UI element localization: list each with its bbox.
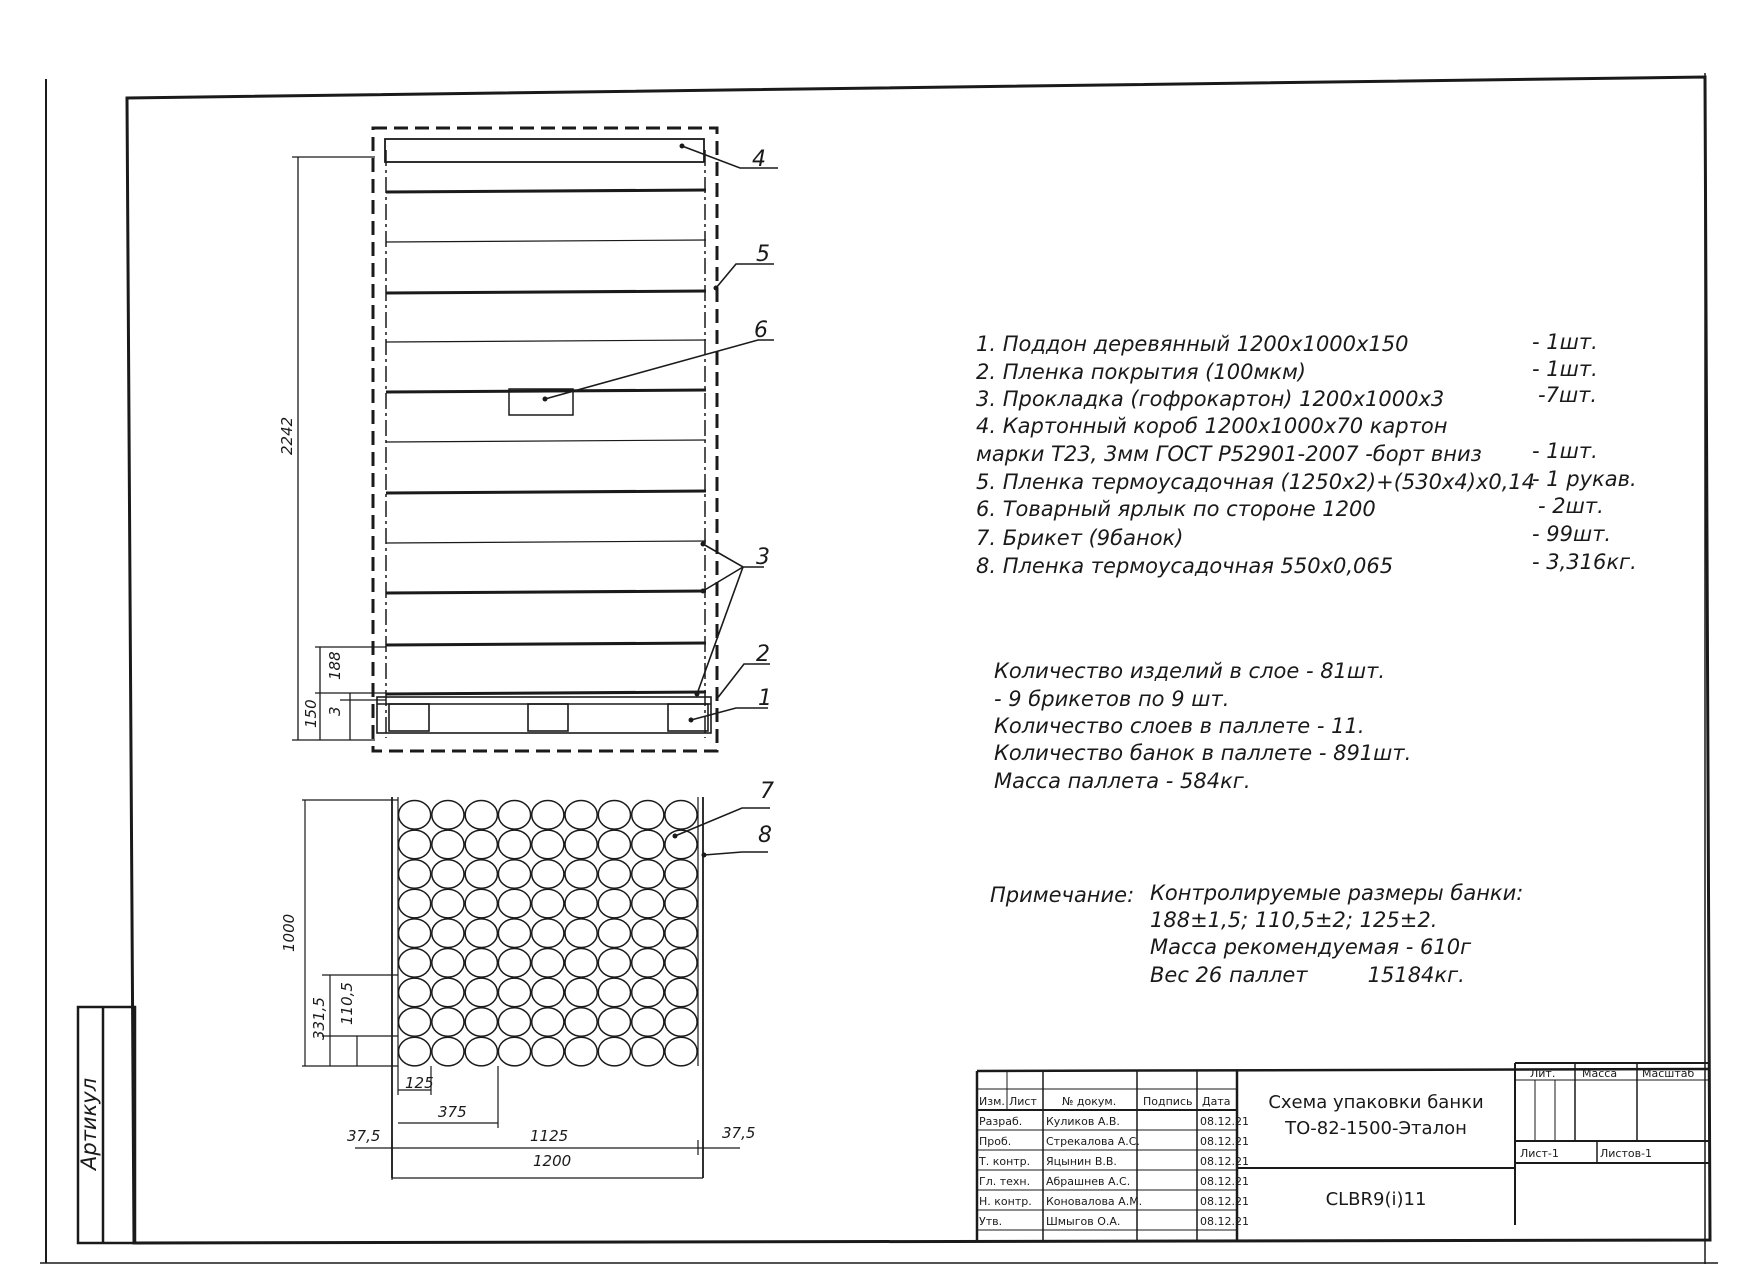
tb-scale-label: Масштаб [1642, 1067, 1695, 1080]
dim-layer-height: 188 [326, 651, 344, 680]
can [665, 830, 697, 859]
can [465, 801, 497, 830]
can [532, 978, 564, 1007]
pallet-summary [994, 659, 1411, 793]
cover-film-contour [373, 128, 717, 751]
tb-role-3: Т. контр. [979, 1155, 1031, 1168]
can [432, 978, 464, 1007]
tb-date-6: 08.12.21 [1200, 1215, 1249, 1228]
can [498, 860, 530, 889]
tb-header-list: Лист [1009, 1095, 1037, 1108]
can [598, 1008, 630, 1037]
dim-110-5: 110,5 [338, 982, 356, 1025]
note-line-2: 188±1,5; 110,5±2; 125±2. [1150, 908, 1438, 932]
can [665, 1037, 697, 1066]
can [632, 860, 664, 889]
callout-4: 4 [752, 147, 766, 172]
can [432, 1008, 464, 1037]
tb-title-line-1: Схема упаковки банки [1268, 1092, 1484, 1113]
dim-1125: 1125 [530, 1127, 569, 1145]
summary-line-2: - 9 брикетов по 9 шт. [994, 687, 1230, 711]
dim-gasket: 3 [326, 706, 344, 716]
can [532, 801, 564, 830]
tb-role-2: Проб. [979, 1135, 1012, 1148]
bom-qty-8: - 3,316кг. [1532, 550, 1637, 574]
can [465, 949, 497, 978]
can [465, 1008, 497, 1037]
can [665, 801, 697, 830]
callout-8: 8 [758, 823, 772, 848]
bom-item-8: 8. Пленка термоусадочная 550х0,065 [976, 554, 1394, 578]
note [990, 881, 1523, 987]
tb-date-2: 08.12.21 [1200, 1135, 1249, 1148]
side-stamp-label: Артикул [77, 1077, 101, 1170]
note-line-4: Вес 26 паллет 15184кг. [1150, 963, 1465, 987]
tb-date-4: 08.12.21 [1200, 1175, 1249, 1188]
carton-box [385, 139, 704, 162]
can [399, 1008, 431, 1037]
dim-total-height: 2242 [278, 416, 296, 455]
dim-125: 125 [405, 1074, 434, 1092]
dim-37-5-left: 37,5 [347, 1127, 381, 1145]
can [399, 978, 431, 1007]
note-line-1: Контролируемые размеры банки: [1150, 881, 1524, 905]
bom-qty-2: - 1шт. [1532, 357, 1598, 381]
can [498, 889, 530, 918]
tb-title-line-2: ТО-82-1500-Эталон [1285, 1118, 1467, 1139]
can [498, 978, 530, 1007]
can [465, 1037, 497, 1066]
can [598, 949, 630, 978]
can [598, 889, 630, 918]
tb-sheet: Лист-1 [1520, 1147, 1559, 1160]
can [532, 1008, 564, 1037]
summary-line-5: Масса паллета - 584кг. [994, 769, 1251, 793]
pallet-elevation-view [292, 128, 778, 751]
can [498, 1037, 530, 1066]
can [399, 801, 431, 830]
tb-role-1: Разраб. [979, 1115, 1023, 1128]
can-grid [399, 801, 698, 1066]
tb-name-5: Коновалова А.М. [1046, 1195, 1143, 1208]
can [665, 949, 697, 978]
can [399, 1037, 431, 1066]
can [598, 1037, 630, 1066]
note-label: Примечание: [990, 883, 1135, 907]
can [665, 889, 697, 918]
tb-name-6: Шмыгов О.А. [1046, 1215, 1121, 1228]
bom-item-7: 7. Брикет (9банок) [976, 526, 1184, 550]
can [432, 801, 464, 830]
can [665, 1008, 697, 1037]
bom-item-4b: марки Т23, 3мм ГОСТ Р52901-2007 -борт вниз [976, 442, 1482, 466]
tb-name-1: Куликов А.В. [1046, 1115, 1120, 1128]
sheet-frame [40, 73, 1718, 1264]
can [565, 949, 597, 978]
tb-date-3: 08.12.21 [1200, 1155, 1249, 1168]
note-line-3: Масса рекомендуемая - 610г [1150, 935, 1472, 959]
can [498, 919, 530, 948]
can [598, 978, 630, 1007]
bom-qty-1: - 1шт. [1532, 330, 1598, 354]
can [399, 919, 431, 948]
can [498, 949, 530, 978]
can [665, 860, 697, 889]
can [598, 830, 630, 859]
tb-role-5: Н. контр. [979, 1195, 1032, 1208]
can [465, 889, 497, 918]
can [465, 919, 497, 948]
title-block-text [978, 1067, 1694, 1228]
can [565, 830, 597, 859]
can [498, 1008, 530, 1037]
leader-lines [545, 146, 778, 720]
can [565, 889, 597, 918]
callout-6: 6 [754, 318, 768, 343]
can [565, 860, 597, 889]
tb-role-4: Гл. техн. [979, 1175, 1031, 1188]
can [498, 830, 530, 859]
shrink-film-contour [386, 150, 705, 738]
tb-date-1: 08.12.21 [1200, 1115, 1249, 1128]
can [632, 978, 664, 1007]
tb-name-4: Абрашнев А.С. [1046, 1175, 1131, 1188]
can [565, 978, 597, 1007]
can [632, 830, 664, 859]
can [465, 860, 497, 889]
tb-header-doc: № докум. [1062, 1095, 1117, 1108]
bom-item-1: 1. Поддон деревянный 1200х1000х150 [976, 332, 1409, 356]
callout-7: 7 [760, 779, 774, 804]
tb-header-date: Дата [1202, 1095, 1231, 1108]
can [565, 801, 597, 830]
bom-qty-5: - 1 рукав. [1532, 467, 1637, 491]
bill-of-materials [976, 330, 1637, 578]
can [598, 801, 630, 830]
pallet-plan-view [302, 797, 770, 1180]
dim-375: 375 [438, 1103, 467, 1121]
can [498, 801, 530, 830]
summary-line-3: Количество слоев в паллете - 11. [994, 714, 1365, 738]
tb-header-izm: Изм. [979, 1095, 1005, 1108]
can [532, 860, 564, 889]
tb-header-sign: Подпись [1143, 1095, 1193, 1108]
can [598, 860, 630, 889]
bom-qty-7: - 99шт. [1532, 522, 1612, 546]
can [532, 949, 564, 978]
tb-code: CLBR9(i)11 [1325, 1189, 1427, 1210]
can [399, 860, 431, 889]
can [432, 1037, 464, 1066]
can [399, 949, 431, 978]
can [432, 949, 464, 978]
callout-2: 2 [756, 642, 770, 667]
tb-name-3: Яцынин В.В. [1046, 1155, 1117, 1168]
can [465, 830, 497, 859]
dim-1200: 1200 [533, 1152, 572, 1170]
dim-37-5-right: 37,5 [722, 1124, 756, 1142]
can [532, 889, 564, 918]
can [465, 978, 497, 1007]
can [632, 919, 664, 948]
can [432, 919, 464, 948]
bom-item-4: 4. Картонный короб 1200х1000х70 картон [976, 414, 1448, 438]
can [565, 919, 597, 948]
callout-3: 3 [756, 545, 770, 570]
can [665, 919, 697, 948]
can [532, 919, 564, 948]
tb-lit-label: Лит. [1530, 1067, 1556, 1080]
leader-8 [704, 852, 768, 855]
bom-item-2: 2. Пленка покрытия (100мкм) [976, 360, 1307, 384]
can [598, 919, 630, 948]
can [399, 889, 431, 918]
bom-qty-6: - 2шт. [1538, 494, 1604, 518]
tb-name-2: Стрекалова А.С. [1046, 1135, 1140, 1148]
can [665, 978, 697, 1007]
dim-side-1000: 1000 [280, 913, 298, 952]
wooden-pallet [377, 697, 711, 733]
product-label [509, 389, 573, 415]
callout-5: 5 [756, 242, 770, 267]
can [432, 830, 464, 859]
dim-331-5: 331,5 [310, 997, 328, 1040]
summary-line-4: Количество банок в паллете - 891шт. [994, 741, 1412, 765]
can [432, 889, 464, 918]
can [565, 1008, 597, 1037]
can [532, 1037, 564, 1066]
tb-sheets: Листов-1 [1600, 1147, 1653, 1160]
can [632, 1008, 664, 1037]
tb-date-5: 08.12.21 [1200, 1195, 1249, 1208]
bom-qty-4: - 1шт. [1532, 439, 1598, 463]
bom-item-5: 5. Пленка термоусадочная (1250х2)+(530х4)х0,14 [976, 470, 1536, 494]
can [632, 1037, 664, 1066]
dim-pallet-height: 150 [302, 699, 320, 728]
can [565, 1037, 597, 1066]
can [632, 949, 664, 978]
bom-item-3: 3. Прокладка (гофрокартон) 1200х1000х3 [976, 387, 1445, 411]
summary-line-1: Количество изделий в слое - 81шт. [994, 659, 1386, 683]
callout-1: 1 [758, 686, 772, 711]
can [532, 830, 564, 859]
can [432, 860, 464, 889]
bom-item-6: 6. Товарный ярлык по стороне 1200 [976, 497, 1376, 521]
bom-qty-3: -7шт. [1538, 383, 1598, 407]
can [632, 889, 664, 918]
can [632, 801, 664, 830]
tb-role-6: Утв. [979, 1215, 1003, 1228]
tb-mass-label: Масса [1582, 1067, 1618, 1080]
can [399, 830, 431, 859]
